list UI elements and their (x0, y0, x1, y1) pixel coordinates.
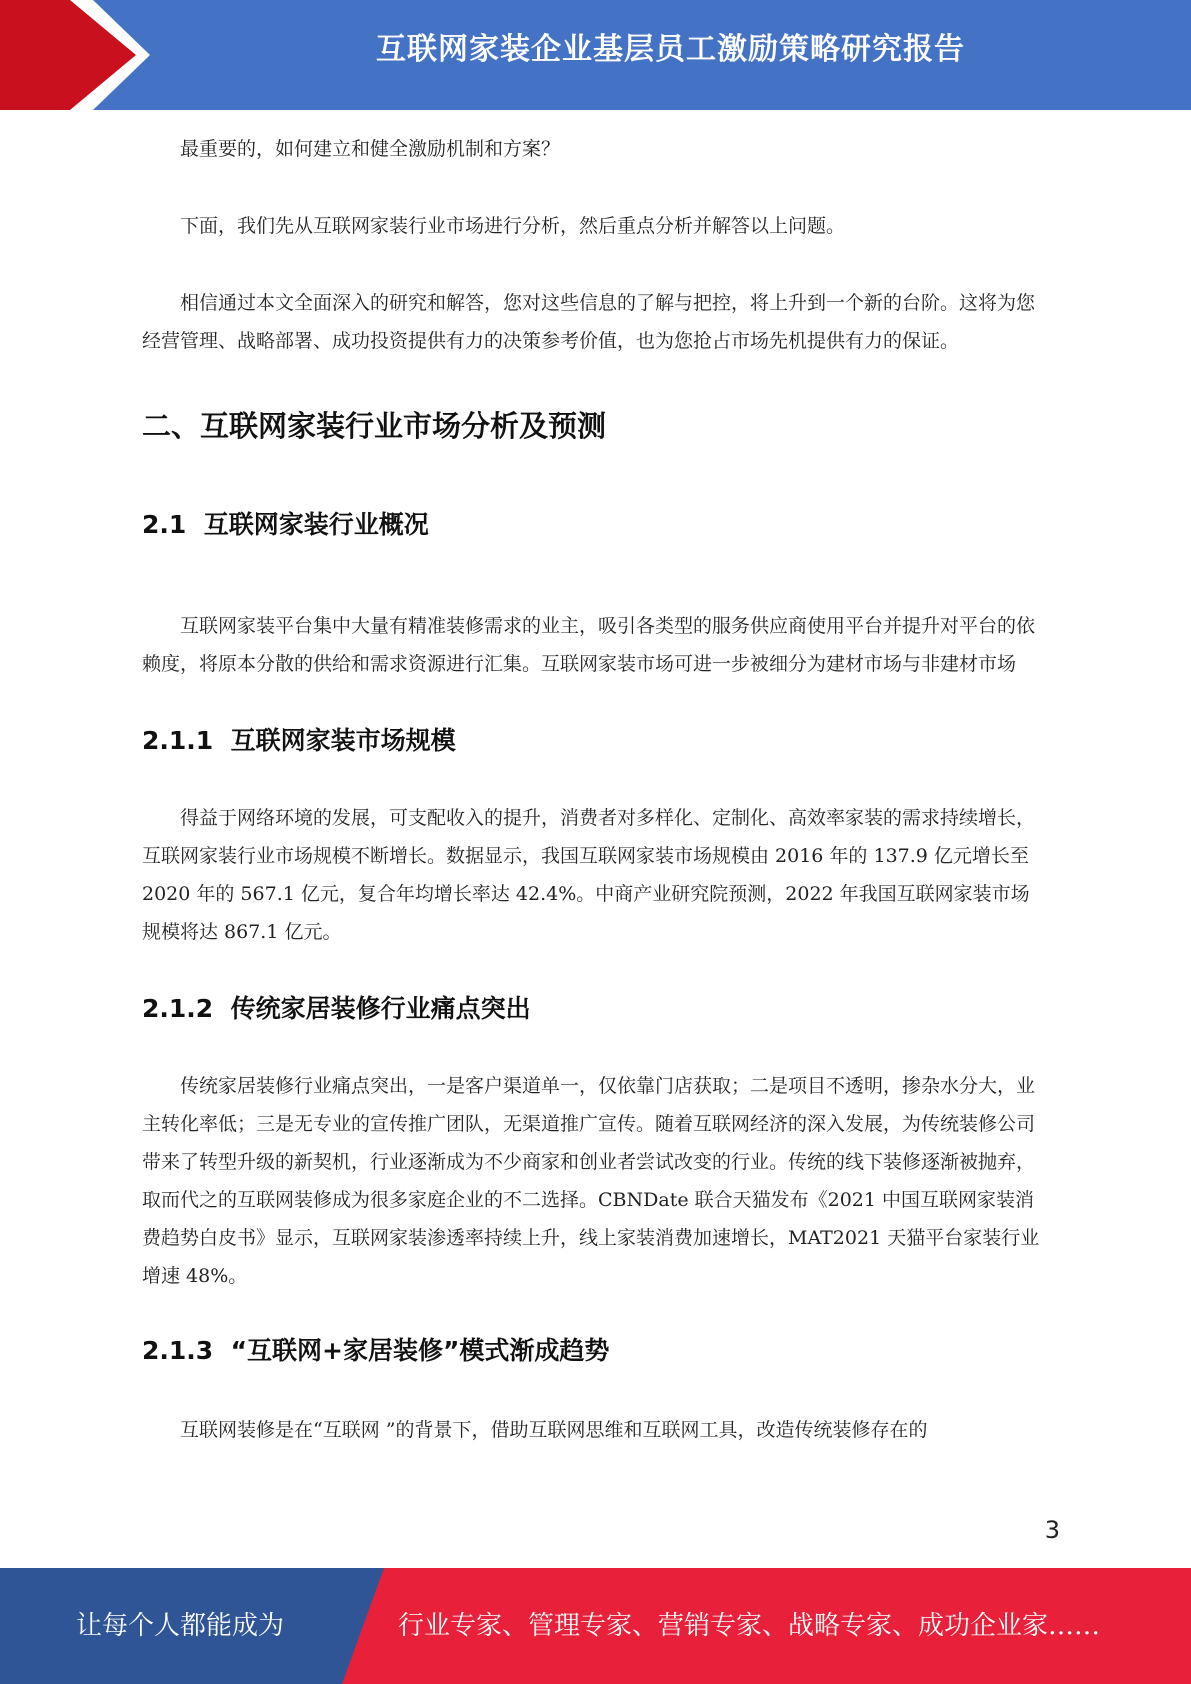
page-number: 3 (1044, 1516, 1060, 1544)
paragraph: 下面，我们先从互联网家装行业市场进行分析，然后重点分析并解答以上问题。 (180, 215, 846, 237)
paragraph: 得益于网络环境的发展，可支配收入的提升，消费者对多样化、定制化、高效率家装的需求持续增长，互联网家装行业市场规模不断增长。数据显示，我国互联网家装市场规模由 2016 年的 137.9 亿元增长至 2020 年的 567.1 亿元，复合年均增长率达 42.4%。中商产业研究院预测，2022 年我国互联网家装市场规模将达 867.1 亿元。 (142, 807, 1036, 943)
document-title: 互联网家装企业基层员工激励策略研究报告 (376, 32, 965, 67)
page-footer (0, 1568, 1191, 1684)
paragraph: 传统家居装修行业痛点突出，一是客户渠道单一，仅依靠门店获取；二是项目不透明，掺杂水分大，业主转化率低；三是无专业的宣传推广团队，无渠道推广宣传。随着互联网经济的深入发展，为传统装修公司带来了转型升级的新契机，行业逐渐成为不少商家和创业者尝试改变的行业。传统的线下装修逐渐被抛弃，取而代之的互联网装修成为很多家庭企业的不二选择。CBNDate 联合天猫发布《2021 中国互联网家装消费趋势白皮书》显示，互联网家装渗透率持续上升，线上家装消费加速增长，MAT2021 天猫平台家装行业增速 48%。 (142, 1075, 1040, 1287)
page-header (0, 0, 1191, 110)
section-heading: 二、互联网家装行业市场分析及预测 (142, 409, 607, 443)
subsection-heading: 2.1 互联网家装行业概况 (142, 510, 429, 539)
paragraph: 互联网家装平台集中大量有精准装修需求的业主，吸引各类型的服务供应商使用平台并提升对平台的依赖度，将原本分散的供给和需求资源进行汇集。互联网家装市场可进一步被细分为建材市场与非建材市场 (142, 615, 1036, 675)
footer-slogan-right: 行业专家、管理专家、营销专家、战略专家、成功企业家…… (398, 1611, 1101, 1641)
footer-slogan-left: 让每个人都能成为 (75, 1611, 284, 1641)
chevron-arrow-icon (0, 0, 136, 110)
paragraph: 相信通过本文全面深入的研究和解答，您对这些信息的了解与把控，将上升到一个新的台阶。这将为您经营管理、战略部署、成功投资提供有力的决策参考价值，也为您抢占市场先机提供有力的保证。 (142, 292, 1036, 352)
subsection-heading: 2.1.2 传统家居装修行业痛点突出 (142, 994, 531, 1023)
subsection-heading: 2.1.1 互联网家装市场规模 (142, 726, 456, 755)
subsection-heading: 2.1.3 “互联网+家居装修”模式渐成趋势 (142, 1336, 610, 1365)
paragraph: 最重要的，如何建立和健全激励机制和方案？ (180, 138, 561, 160)
paragraph: 互联网装修是在“互联网 ”的背景下，借助互联网思维和互联网工具，改造传统装修存在的 (180, 1419, 928, 1441)
page-body (142, 130, 1047, 1449)
